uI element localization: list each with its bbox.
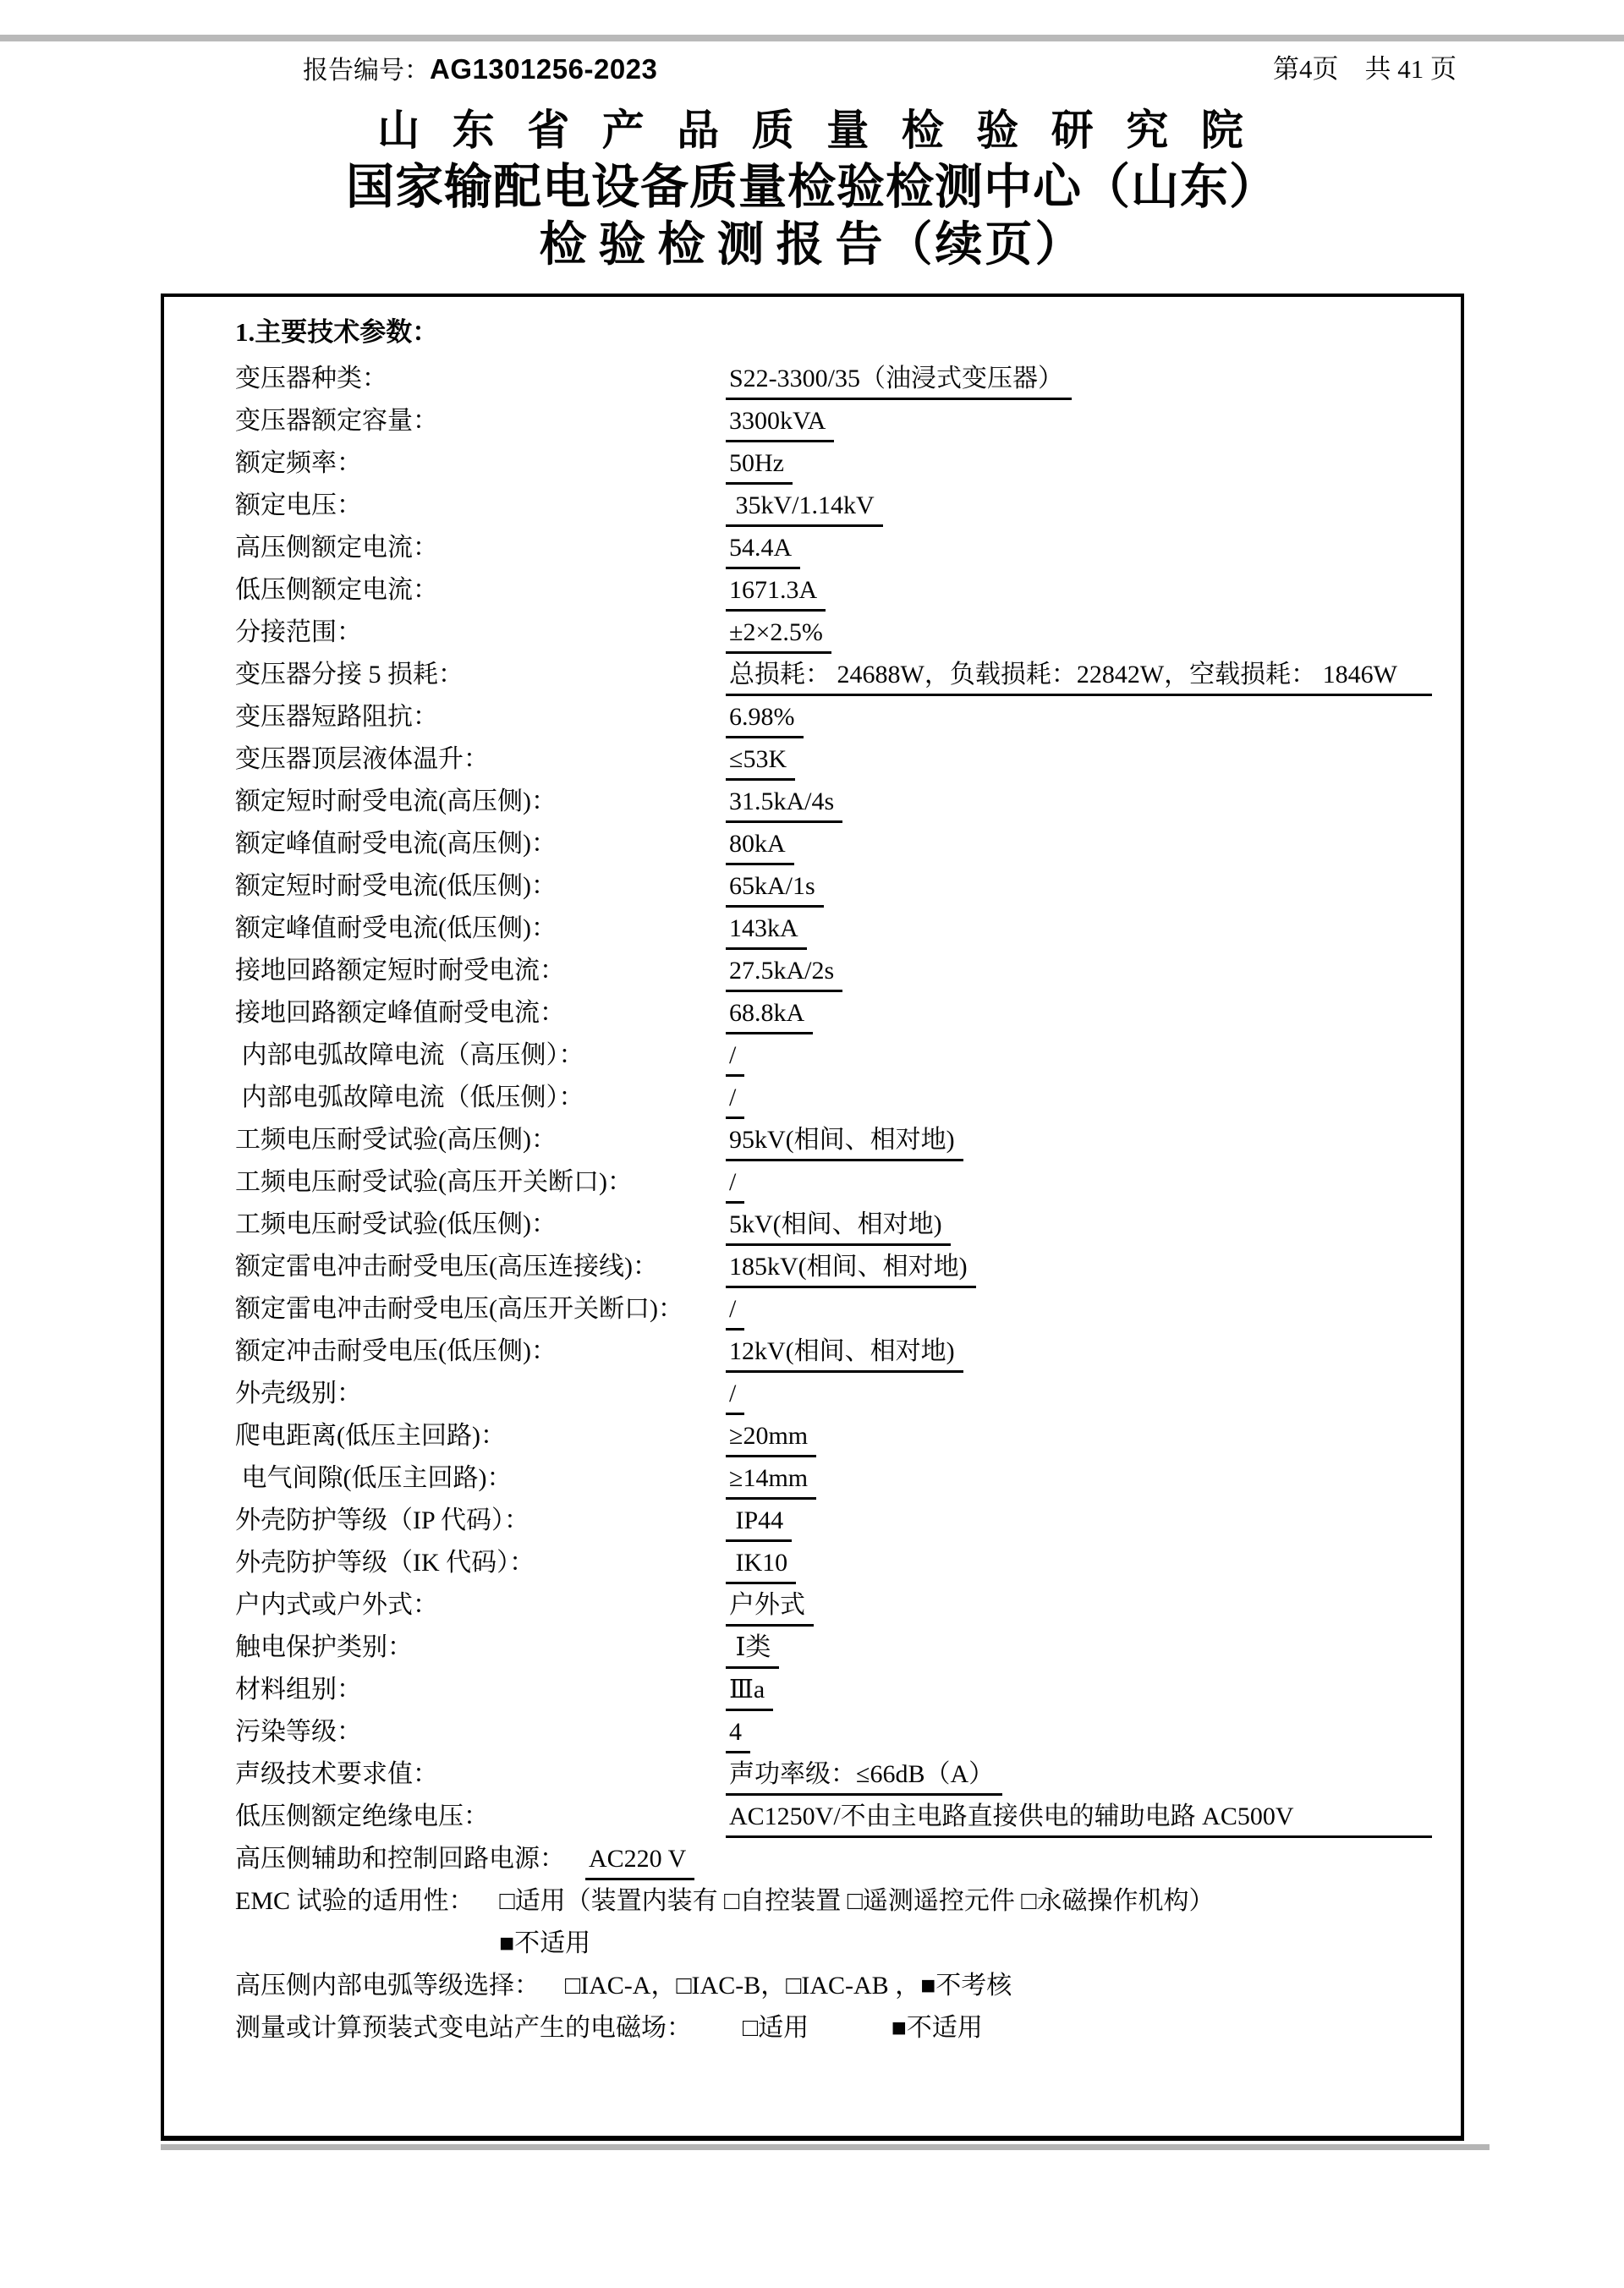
parameter-value: 143kA [726,912,807,950]
parameter-label: 外壳防护等级（IP 代码）： [235,1506,530,1534]
parameter-row [235,1288,1435,1331]
parameter-label: 额定频率： [235,449,362,477]
emc-applicability-row [235,1880,1435,1923]
iac-label: 高压侧内部电弧等级选择： [235,1972,540,2000]
parameter-row [235,1711,1435,1753]
emf-measurement-row [235,2007,1435,2049]
parameter-label: 工频电压耐受试验(低压侧)： [235,1210,557,1238]
parameter-row [235,908,1435,950]
parameter-row [235,1373,1435,1415]
parameter-value: 65kA/1s [726,870,824,908]
parameter-label: 低压侧额定绝缘电压： [235,1802,489,1830]
iac-class-row [235,1965,1435,2007]
parameter-value: 54.4A [726,531,800,569]
parameter-value: IK10 [726,1546,796,1584]
parameter-label: 工频电压耐受试验(高压侧)： [235,1126,557,1154]
parameter-row [235,358,1435,400]
page-indicator: 第4页 共 41 页 [1273,54,1457,84]
parameter-label: 内部电弧故障电流（高压侧）： [235,1041,584,1069]
report-number-value: AG1301256-2023 [430,53,658,85]
parameter-label: 额定冲击耐受电压(低压侧)： [235,1337,557,1365]
parameter-value: AC220 V [585,1842,694,1880]
parameter-value: 80kA [726,827,794,865]
emf-label: 测量或计算预装式变电站产生的电磁场： [235,2014,692,2042]
parameter-row [235,1500,1435,1542]
parameter-label: 户内式或户外式： [235,1591,438,1619]
parameter-row [235,527,1435,569]
parameter-list [235,358,1435,1880]
parameter-row [235,485,1435,527]
parameter-row [235,865,1435,908]
parameter-row [235,569,1435,612]
parameter-label: 变压器种类： [235,365,387,392]
parameter-row [235,400,1435,442]
parameter-label: 变压器顶层液体温升： [235,745,489,773]
parameter-label: 外壳防护等级（IK 代码）： [235,1549,535,1577]
parameter-row [235,823,1435,865]
parameter-row [235,1415,1435,1457]
parameter-row [235,1119,1435,1161]
parameter-value: 12kV(相间、相对地) [726,1335,963,1373]
parameter-value: S22-3300/35（油浸式变压器） [726,362,1072,400]
parameter-label: 额定电压： [235,491,362,519]
title-institute: 山 东 省 产 品 质 量 检 验 研 究 院 [377,107,1247,154]
parameter-row [235,1796,1435,1838]
parameter-row [235,781,1435,823]
parameter-label: 电气间隙(低压主回路)： [235,1464,513,1492]
parameter-label: 变压器额定容量： [235,407,438,435]
parameter-row [235,1838,1435,1880]
emc-label: EMC 试验的适用性： [235,1887,475,1915]
parameter-value: 6.98% [726,700,804,738]
parameter-value: Ⅰ类 [726,1631,779,1669]
parameter-row [235,738,1435,781]
parameter-label: 内部电弧故障电流（低压侧）： [235,1084,584,1111]
parameter-label: 额定雷电冲击耐受电压(高压开关断口)： [235,1295,683,1323]
parameter-value: / [726,1377,744,1415]
parameter-value: ≥20mm [726,1419,816,1457]
parameters-box [161,294,1464,2141]
document-title [0,102,1624,274]
title-report: 检 验 检 测 报 告（续页） [539,219,1085,272]
parameter-row [235,1627,1435,1669]
parameter-value: 27.5kA/2s [726,954,842,992]
parameter-label: 额定峰值耐受电流(低压侧)： [235,914,557,942]
parameter-row [235,1584,1435,1627]
parameter-value: 总损耗： 24688W，负载损耗：22842W，空载损耗： 1846W [726,658,1432,696]
parameter-value: / [726,1292,744,1331]
parameter-label: 爬电距离(低压主回路)： [235,1422,506,1450]
parameter-label: 触电保护类别： [235,1633,413,1661]
parameter-value: 1671.3A [726,573,826,612]
emc-not-applicable: ■不适用 [499,1929,591,1957]
parameter-row [235,696,1435,738]
parameter-value: ±2×2.5% [726,616,831,654]
parameter-value: ≤53K [726,743,795,781]
parameter-value: ≥14mm [726,1462,816,1500]
parameter-row [235,1246,1435,1288]
parameter-value: 31.5kA/4s [726,785,842,823]
parameter-row [235,654,1435,696]
emc-not-applicable-row [235,1923,1435,1965]
parameter-value: / [726,1081,744,1119]
parameter-value: 95kV(相间、相对地) [726,1123,963,1161]
parameter-label: 外壳级别： [235,1380,362,1407]
parameter-row [235,1331,1435,1373]
parameter-label: 接地回路额定短时耐受电流： [235,957,565,985]
parameter-label: 工频电压耐受试验(高压开关断口)： [235,1168,633,1196]
parameter-label: 材料组别： [235,1676,362,1704]
parameter-value: 户外式 [726,1588,814,1627]
scan-artifact-divider [0,35,1624,41]
parameter-label: 额定短时耐受电流(高压侧)： [235,787,557,815]
parameter-row [235,1753,1435,1796]
parameter-row [235,1077,1435,1119]
parameter-label: 高压侧辅助和控制回路电源： [235,1845,565,1873]
iac-options: □IAC-A，□IAC-B，□IAC-AB ，■不考核 [540,1972,1012,2000]
parameter-label: 高压侧额定电流： [235,534,438,562]
parameter-label: 变压器短路阻抗： [235,703,438,731]
parameter-label: 低压侧额定电流： [235,576,438,604]
parameter-row [235,1669,1435,1711]
parameter-row [235,992,1435,1034]
parameter-label: 接地回路额定峰值耐受电流： [235,999,565,1027]
report-header [0,51,1624,90]
parameter-row [235,1204,1435,1246]
report-number [303,51,657,90]
parameter-label: 额定峰值耐受电流(高压侧)： [235,830,557,858]
parameter-value: IP44 [726,1504,792,1542]
parameter-value: 3300kVA [726,404,834,442]
parameter-row [235,1161,1435,1204]
parameter-label: 变压器分接 5 损耗： [235,661,464,689]
parameter-label: 分接范围： [235,618,362,646]
title-center: 国家输配电设备质量检验检测中心（山东） [346,161,1278,214]
parameter-value: / [726,1166,744,1204]
parameter-value: 4 [726,1715,750,1753]
parameter-value: 185kV(相间、相对地) [726,1250,976,1288]
parameter-row [235,442,1435,485]
parameter-label: 额定雷电冲击耐受电压(高压连接线)： [235,1253,658,1281]
parameter-label: 额定短时耐受电流(低压侧)： [235,872,557,900]
parameter-row [235,1542,1435,1584]
parameter-label: 污染等级： [235,1718,362,1746]
parameter-row [235,1034,1435,1077]
parameter-value: 35kV/1.14kV [726,489,883,527]
emc-options: □适用（装置内装有 □自控装置 □遥测遥控元件 □永磁操作机构） [474,1887,1215,1915]
parameter-value: 68.8kA [726,996,813,1034]
parameter-row [235,950,1435,992]
parameter-row [235,1457,1435,1500]
parameter-value: / [726,1039,744,1077]
parameter-value: 50Hz [726,447,793,485]
parameter-row [235,612,1435,654]
parameter-value: 5kV(相间、相对地) [726,1208,951,1246]
report-number-label: 报告编号： [303,57,430,85]
parameter-value: AC1250V/不由主电路直接供电的辅助电路 AC500V [726,1800,1432,1838]
parameter-label: 声级技术要求值： [235,1760,438,1788]
emf-options: □适用 ■不适用 [692,2014,983,2042]
section-title: 1.主要技术参数： [235,317,439,347]
parameter-value: Ⅲa [726,1673,773,1711]
parameter-value: 声功率级：≤66dB（A） [726,1758,1002,1796]
